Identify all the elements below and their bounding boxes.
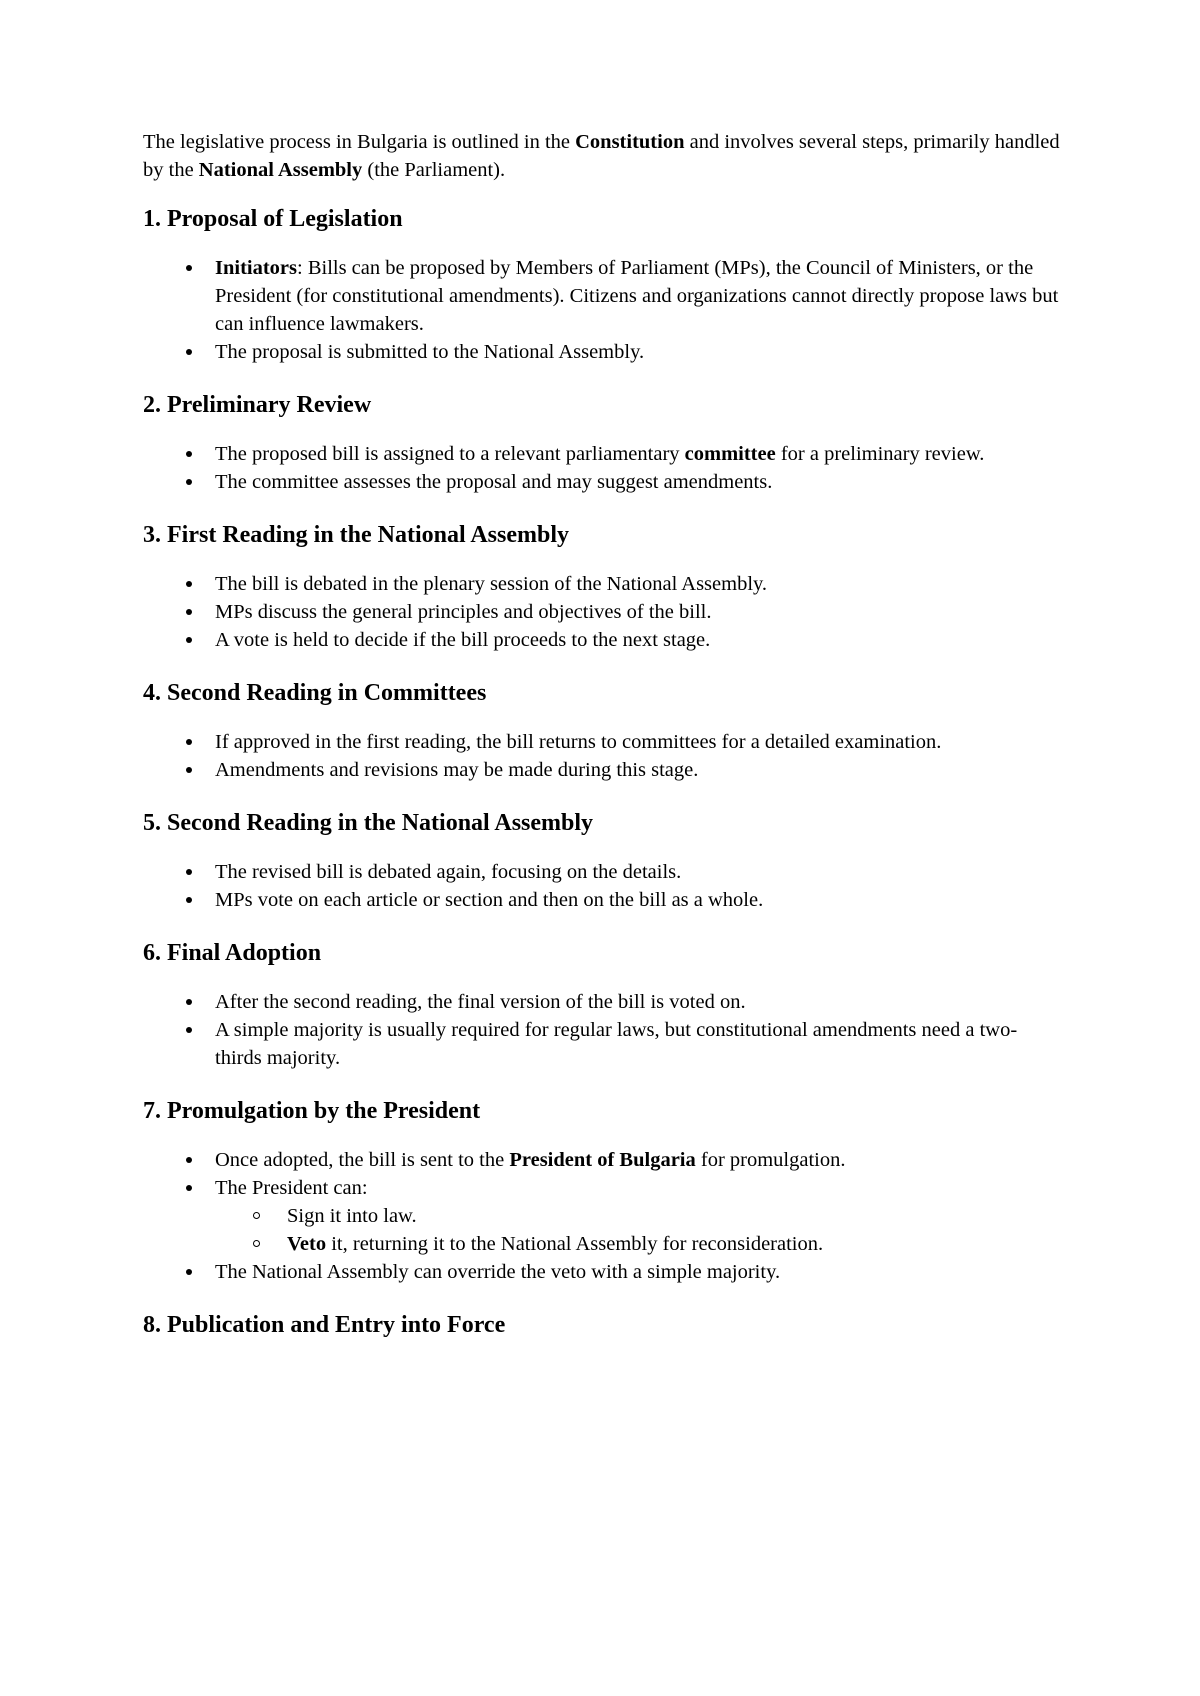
section-heading-8: 8. Publication and Entry into Force: [143, 1312, 506, 1338]
bullet-icon: [186, 609, 192, 615]
list-item-bold: committee: [684, 443, 776, 465]
sub-list-item-bold: Veto: [287, 1233, 327, 1255]
section-2-list: [143, 440, 1063, 496]
bullet-icon: [186, 1185, 192, 1191]
sub-list-item-text: Sign it into law.: [287, 1205, 417, 1227]
list-item: [143, 858, 1063, 886]
bullet-icon: [186, 1269, 192, 1275]
bullet-icon: [186, 349, 192, 355]
bullet-icon: [186, 265, 192, 271]
circle-bullet-icon: [253, 1240, 260, 1247]
list-item-bold: Initiators: [215, 257, 297, 279]
list-item-bold: President of Bulgaria: [509, 1149, 696, 1171]
list-item: [143, 886, 1063, 914]
list-item: [143, 1016, 1063, 1072]
section-heading-6: 6. Final Adoption: [143, 940, 322, 966]
list-item: [143, 728, 1063, 756]
document-page: [143, 128, 1063, 1360]
list-item: [143, 468, 1063, 496]
section-7-list: [143, 1146, 1063, 1286]
section-3-list: [143, 570, 1063, 654]
list-item: [143, 988, 1063, 1016]
intro-paragraph: [143, 128, 1063, 184]
list-item-text: : Bills can be proposed by Members of Parliament (MPs), the Council of Ministers, or the President (for constitutional amendments). Citizens and organizations cannot directly propose laws but can influence lawmakers.: [215, 257, 1059, 335]
list-item-text: The proposed bill is assigned to a relevant parliamentary: [215, 443, 685, 465]
list-item-text: If approved in the first reading, the bill returns to committees for a detailed examination.: [215, 731, 942, 753]
list-item: [143, 598, 1063, 626]
bullet-icon: [186, 581, 192, 587]
list-item-text: The proposal is submitted to the National Assembly.: [215, 341, 645, 363]
section-6-list: [143, 988, 1063, 1072]
list-item-text: The National Assembly can override the veto with a simple majority.: [215, 1261, 781, 1283]
list-item-text: MPs discuss the general principles and objectives of the bill.: [215, 601, 712, 623]
bullet-icon: [186, 1157, 192, 1163]
sub-list-item-text: it, returning it to the National Assembly for reconsideration.: [326, 1233, 824, 1255]
intro-text: and involves several steps, primarily handled by the: [143, 131, 1060, 181]
list-item: [143, 1146, 1063, 1174]
circle-bullet-icon: [253, 1212, 260, 1219]
list-item-text: MPs vote on each article or section and then on the bill as a whole.: [215, 889, 764, 911]
intro-bold-national-assembly: National Assembly: [198, 159, 363, 181]
list-item-text: A simple majority is usually required for regular laws, but constitutional amendments need a two-thirds majority.: [215, 1019, 1018, 1069]
list-item: [143, 756, 1063, 784]
bullet-icon: [186, 1027, 192, 1033]
bullet-icon: [186, 869, 192, 875]
intro-text: (the Parliament).: [362, 159, 506, 181]
list-item: [143, 570, 1063, 598]
sub-list-item: [215, 1230, 1063, 1258]
list-item: [143, 1174, 1063, 1258]
bullet-icon: [186, 739, 192, 745]
list-item-text: for a preliminary review.: [775, 443, 985, 465]
list-item-text: for promulgation.: [695, 1149, 846, 1171]
bullet-icon: [186, 479, 192, 485]
section-heading-4: 4. Second Reading in Committees: [143, 680, 487, 706]
list-item: [143, 254, 1063, 338]
section-heading-2: 2. Preliminary Review: [143, 392, 372, 418]
section-heading-1: 1. Proposal of Legislation: [143, 206, 403, 232]
list-item: [143, 1258, 1063, 1286]
list-item: [143, 338, 1063, 366]
list-item: [143, 440, 1063, 468]
bullet-icon: [186, 999, 192, 1005]
list-item-text: After the second reading, the final version of the bill is voted on.: [215, 991, 746, 1013]
list-item-text: The bill is debated in the plenary session of the National Assembly.: [215, 573, 768, 595]
intro-text: The legislative process in Bulgaria is outlined in the: [143, 131, 576, 153]
section-5-list: [143, 858, 1063, 914]
section-heading-5: 5. Second Reading in the National Assembly: [143, 810, 594, 836]
bullet-icon: [186, 897, 192, 903]
section-heading-3: 3. First Reading in the National Assembly: [143, 522, 570, 548]
bullet-icon: [186, 451, 192, 457]
bullet-icon: [186, 637, 192, 643]
bullet-icon: [186, 767, 192, 773]
list-item-text: Once adopted, the bill is sent to the: [215, 1149, 510, 1171]
section-4-list: [143, 728, 1063, 784]
sub-list: [215, 1202, 1063, 1258]
list-item-text: The committee assesses the proposal and may suggest amendments.: [215, 471, 773, 493]
section-heading-7: 7. Promulgation by the President: [143, 1098, 481, 1124]
list-item-text: A vote is held to decide if the bill proceeds to the next stage.: [215, 629, 711, 651]
list-item-text: Amendments and revisions may be made during this stage.: [215, 759, 699, 781]
section-1-list: [143, 254, 1063, 366]
list-item-text: The President can:: [215, 1177, 368, 1199]
list-item-text: The revised bill is debated again, focusing on the details.: [215, 861, 682, 883]
sub-list-item: [215, 1202, 1063, 1230]
intro-bold-constitution: Constitution: [575, 131, 685, 153]
list-item: [143, 626, 1063, 654]
